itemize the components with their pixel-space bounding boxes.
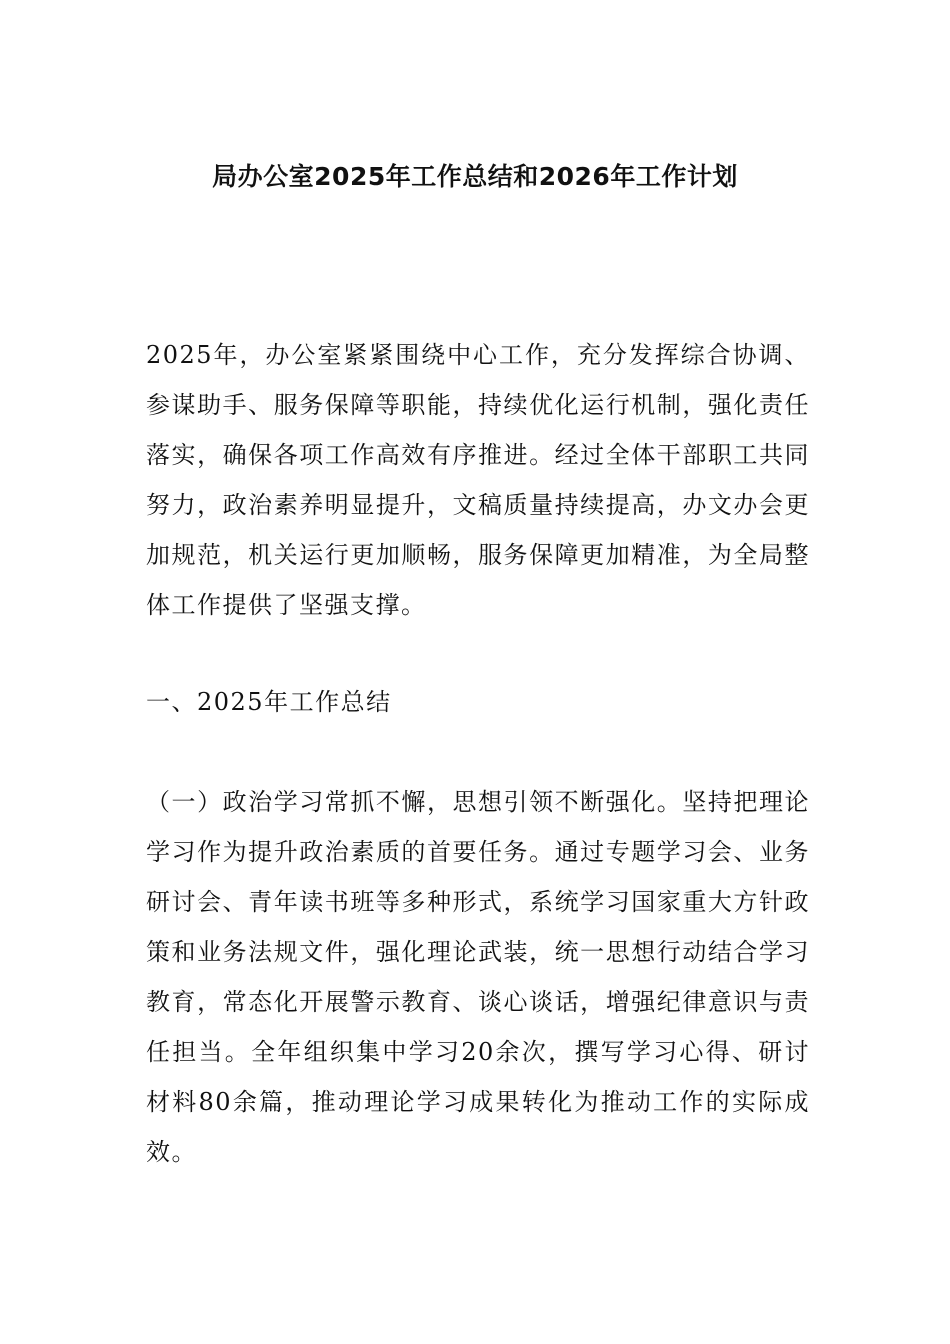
- document-title: 局办公室2025年工作总结和2026年工作计划: [212, 162, 738, 191]
- intro-paragraph: 2025年，办公室紧紧围绕中心工作，充分发挥综合协调、参谋助手、服务保障等职能，持续优化运行机制，强化责任落实，确保各项工作高效有序推进。经过全体干部职工共同努力，政治素养明显提升，文稿质量持续提高，办文办会更加规范，机关运行更加顺畅，服务保障更加精准，为全局整体工作提供了坚强支撑。: [146, 341, 810, 619]
- section-heading: 一、2025年工作总结: [146, 688, 392, 716]
- body-paragraph: （一）政治学习常抓不懈，思想引领不断强化。坚持把理论学习作为提升政治素质的首要任务。通过专题学习会、业务研讨会、青年读书班等多种形式，系统学习国家重大方针政策和业务法规文件，强化理论武装，统一思想行动结合学习教育，常态化开展警示教育、谈心谈话，增强纪律意识与责任担当。全年组织集中学习20余次，撰写学习心得、研讨材料80余篇，推动理论学习成果转化为推动工作的实际成效。: [146, 788, 810, 1166]
